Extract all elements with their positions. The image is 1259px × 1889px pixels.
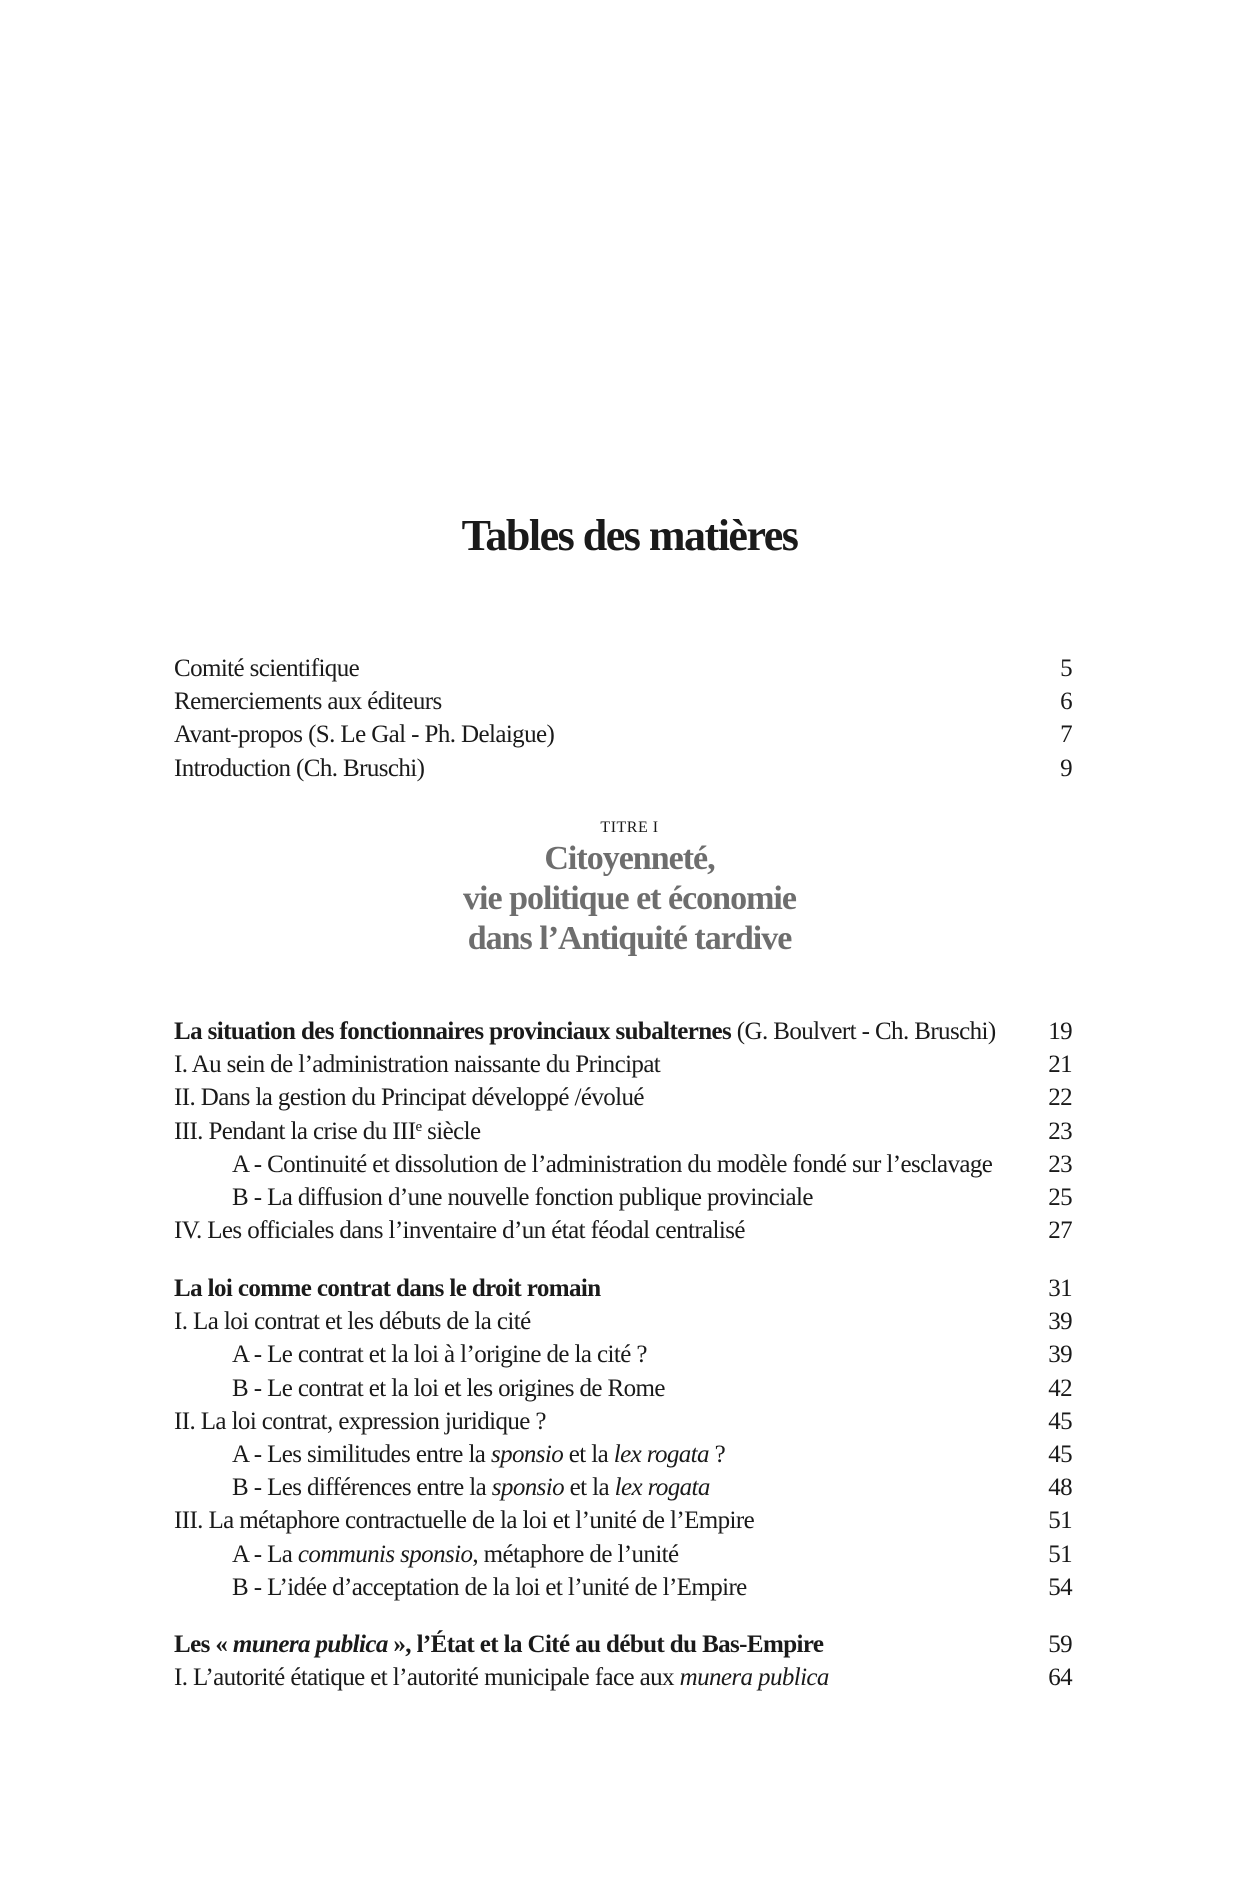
toc-entry-page: 51	[1048, 1540, 1072, 1568]
toc-subentry[interactable]	[174, 1148, 1072, 1181]
chapter-title: Les « munera publica », l’État et la Cité au début du Bas-Empire	[174, 1631, 824, 1658]
toc-entry-page: 27	[1048, 1217, 1072, 1245]
toc-entry-label: B - Les différences entre la sponsio et la lex rogata	[232, 1474, 710, 1502]
toc-entry[interactable]	[174, 1405, 1072, 1438]
toc-entry-page: 39	[1048, 1341, 1072, 1369]
toc-entry[interactable]	[174, 1305, 1072, 1338]
toc-entry-page: 42	[1048, 1374, 1072, 1402]
toc-entry-label: II. La loi contrat, expression juridique ?	[174, 1407, 546, 1435]
toc-subentry[interactable]	[174, 1338, 1072, 1371]
toc-subentry[interactable]	[174, 1372, 1072, 1405]
toc-entry[interactable]	[174, 718, 1072, 751]
toc-entry-page: 39	[1048, 1308, 1072, 1336]
toc-entry-label: B - L’idée d’acceptation de la loi et l’unité de l’Empire	[232, 1573, 747, 1601]
chapter-heading[interactable]	[174, 1272, 1072, 1305]
toc-entry[interactable]	[174, 685, 1072, 718]
toc-entry-label: Avant-propos (S. Le Gal - Ph. Delaigue)	[174, 721, 555, 749]
toc-entry-page: 23	[1048, 1117, 1072, 1145]
page-title: Tables des matières	[461, 511, 798, 560]
toc-entry-page: 9	[1060, 754, 1072, 782]
part-title-line: dans l’Antiquité tardive	[467, 920, 792, 957]
toc-entry-label: A - Les similitudes entre la sponsio et la lex rogata ?	[232, 1440, 726, 1468]
toc-subentry[interactable]	[174, 1571, 1072, 1604]
toc-entry-page: 45	[1048, 1440, 1072, 1468]
toc-entry[interactable]	[174, 1048, 1072, 1081]
toc-entry[interactable]	[174, 1504, 1072, 1537]
toc-subentry[interactable]	[174, 1538, 1072, 1571]
toc-entry[interactable]	[174, 1661, 1072, 1694]
toc-entry-page: 59	[1048, 1631, 1072, 1658]
part-label: TITRE I	[600, 819, 659, 836]
toc-entry-label: IV. Les officiales dans l’inventaire d’un état féodal centralisé	[174, 1217, 745, 1245]
toc-entry-page: 31	[1048, 1275, 1072, 1302]
chapter-heading[interactable]	[174, 1015, 1072, 1048]
toc-entry-page: 45	[1048, 1407, 1072, 1435]
toc-entry-label: II. Dans la gestion du Principat développé /évolué	[174, 1084, 644, 1112]
toc-entry-page: 6	[1060, 688, 1072, 716]
toc-entry-label: Remerciements aux éditeurs	[174, 688, 442, 716]
toc-entry-label: I. Au sein de l’administration naissante du Principat	[174, 1051, 661, 1079]
chapter-authors: (G. Boulvert - Ch. Bruschi)	[731, 1018, 996, 1045]
toc-entry-label: A - Continuité et dissolution de l’administration du modèle fondé sur l’esclavage	[232, 1150, 993, 1178]
front-matter-list	[174, 652, 1072, 785]
chapter-title: La loi comme contrat dans le droit romain	[174, 1275, 601, 1302]
toc-entry-page: 22	[1048, 1084, 1072, 1112]
part-title-line: Citoyenneté,	[544, 840, 715, 877]
chapter-heading[interactable]	[174, 1628, 1072, 1661]
toc-entry-page: 25	[1048, 1183, 1072, 1211]
part-title-line: vie politique et économie	[463, 880, 796, 917]
toc-entry[interactable]	[174, 752, 1072, 785]
toc-entry-label: Comité scientifique	[174, 655, 360, 682]
toc-entry-label: B - Le contrat et la loi et les origines de Rome	[232, 1374, 665, 1402]
toc-entry-page: 21	[1048, 1051, 1072, 1079]
toc-entry-label: I. L’autorité étatique et l’autorité municipale face aux munera publica	[174, 1664, 829, 1692]
chapter-section	[174, 1015, 1072, 1247]
toc-entry-page: 7	[1060, 721, 1072, 749]
toc-entry-label: III. La métaphore contractuelle de la loi et l’unité de l’Empire	[174, 1507, 755, 1535]
toc-entry-label: III. Pendant la crise du IIIe siècle	[174, 1117, 481, 1145]
toc-entry-page: 23	[1048, 1150, 1072, 1178]
toc-subentry[interactable]	[174, 1438, 1072, 1471]
toc-entry[interactable]	[174, 1115, 1072, 1148]
toc-entry-label: Introduction (Ch. Bruschi)	[174, 754, 425, 782]
toc-entry[interactable]	[174, 1081, 1072, 1114]
toc-entry[interactable]	[174, 1214, 1072, 1247]
toc-entry-page: 54	[1048, 1573, 1072, 1601]
toc-entry-page: 5	[1060, 655, 1072, 682]
toc-entry-page: 48	[1048, 1474, 1072, 1502]
chapter-section	[174, 1628, 1072, 1694]
chapter-title: La situation des fonctionnaires provinciaux subalternes	[174, 1018, 732, 1045]
toc-subentry[interactable]	[174, 1181, 1072, 1214]
toc-entry-label: A - Le contrat et la loi à l’origine de la cité ?	[232, 1341, 647, 1369]
toc-entry[interactable]	[174, 652, 1072, 685]
toc-entry-page: 64	[1048, 1664, 1072, 1692]
toc-subentry[interactable]	[174, 1471, 1072, 1504]
toc-entry-page: 51	[1048, 1507, 1072, 1535]
toc-entry-label: I. La loi contrat et les débuts de la cité	[174, 1308, 531, 1336]
toc-entry-label: A - La communis sponsio, métaphore de l’unité	[232, 1540, 679, 1568]
toc-entry-label: B - La diffusion d’une nouvelle fonction publique provinciale	[232, 1183, 813, 1211]
part-heading	[0, 817, 1259, 959]
toc-entry-page: 19	[1048, 1018, 1072, 1045]
chapter-section	[174, 1272, 1072, 1604]
